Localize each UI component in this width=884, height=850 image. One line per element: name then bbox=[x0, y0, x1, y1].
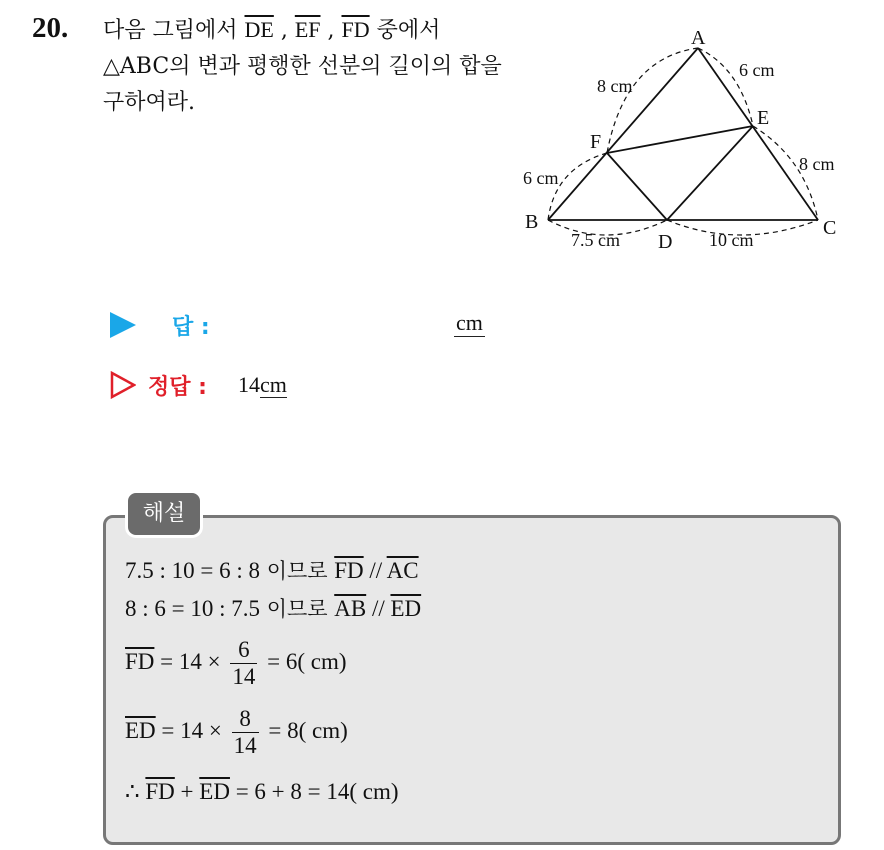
point-e-label: E bbox=[757, 107, 770, 129]
point-c-label: C bbox=[823, 217, 837, 239]
point-b-label: B bbox=[525, 211, 539, 233]
length-bd: 7.5 cm bbox=[571, 230, 620, 250]
length-af: 8 cm bbox=[597, 76, 633, 96]
explanation-line-3: $\overline{FD} = 14$ × $\frac{6}{14}$ = 6( cm) bbox=[125, 637, 347, 689]
segment-de: $\overline{DE}$ bbox=[244, 17, 274, 42]
triangle-figure bbox=[515, 18, 855, 258]
play-arrow-icon bbox=[110, 312, 136, 338]
point-a-label: A bbox=[691, 27, 706, 49]
answer-unit: cm bbox=[456, 310, 483, 335]
point-d-label: D bbox=[658, 231, 673, 253]
side-ab bbox=[548, 48, 698, 220]
length-dc: 10 cm bbox=[709, 230, 754, 250]
length-ae: 6 cm bbox=[739, 60, 775, 80]
correct-answer-row bbox=[110, 366, 510, 406]
correct-label: 정답 : bbox=[148, 375, 207, 400]
length-ec: 8 cm bbox=[799, 154, 835, 174]
question-number: 20. bbox=[32, 12, 69, 44]
segment-fd-line bbox=[607, 153, 667, 220]
point-f-label: F bbox=[590, 131, 602, 153]
segment-fd: $\overline{FD}$ bbox=[341, 17, 370, 42]
explanation-line-1: 7.5 : 10 = 6 : 8 이므로 $\overline{FD} // \overline{AC}$ bbox=[125, 558, 419, 583]
explanation-line-4: $\overline{ED} = 14$ × $\frac{8}{14}$ = 8( cm) bbox=[125, 706, 348, 758]
question-text: 다음 그림에서 $\overline{DE}$ , $\overline{EF}$ , $\overline{FD}$ 중에서 △ABC의 변과 평행한 선분의 길이의 합을 구하여라. bbox=[103, 17, 502, 115]
outline-arrow-icon bbox=[110, 371, 136, 399]
correct-value: 14cm bbox=[238, 372, 287, 397]
answer-label: 답 : bbox=[172, 315, 210, 340]
explanation-line-2: 8 : 6 = 10 : 7.5 이므로 $\overline{AB} // \overline{ED}$ bbox=[125, 596, 422, 621]
explanation-tag: 해설 bbox=[128, 493, 200, 535]
segment-ef: $\overline{EF}$ bbox=[294, 17, 321, 42]
length-fb: 6 cm bbox=[523, 168, 559, 188]
answer-row bbox=[110, 308, 510, 344]
explanation-line-5: ∴ $\overline{FD} + \overline{ED} = 6 + 8 = 14$( cm) bbox=[125, 779, 399, 804]
